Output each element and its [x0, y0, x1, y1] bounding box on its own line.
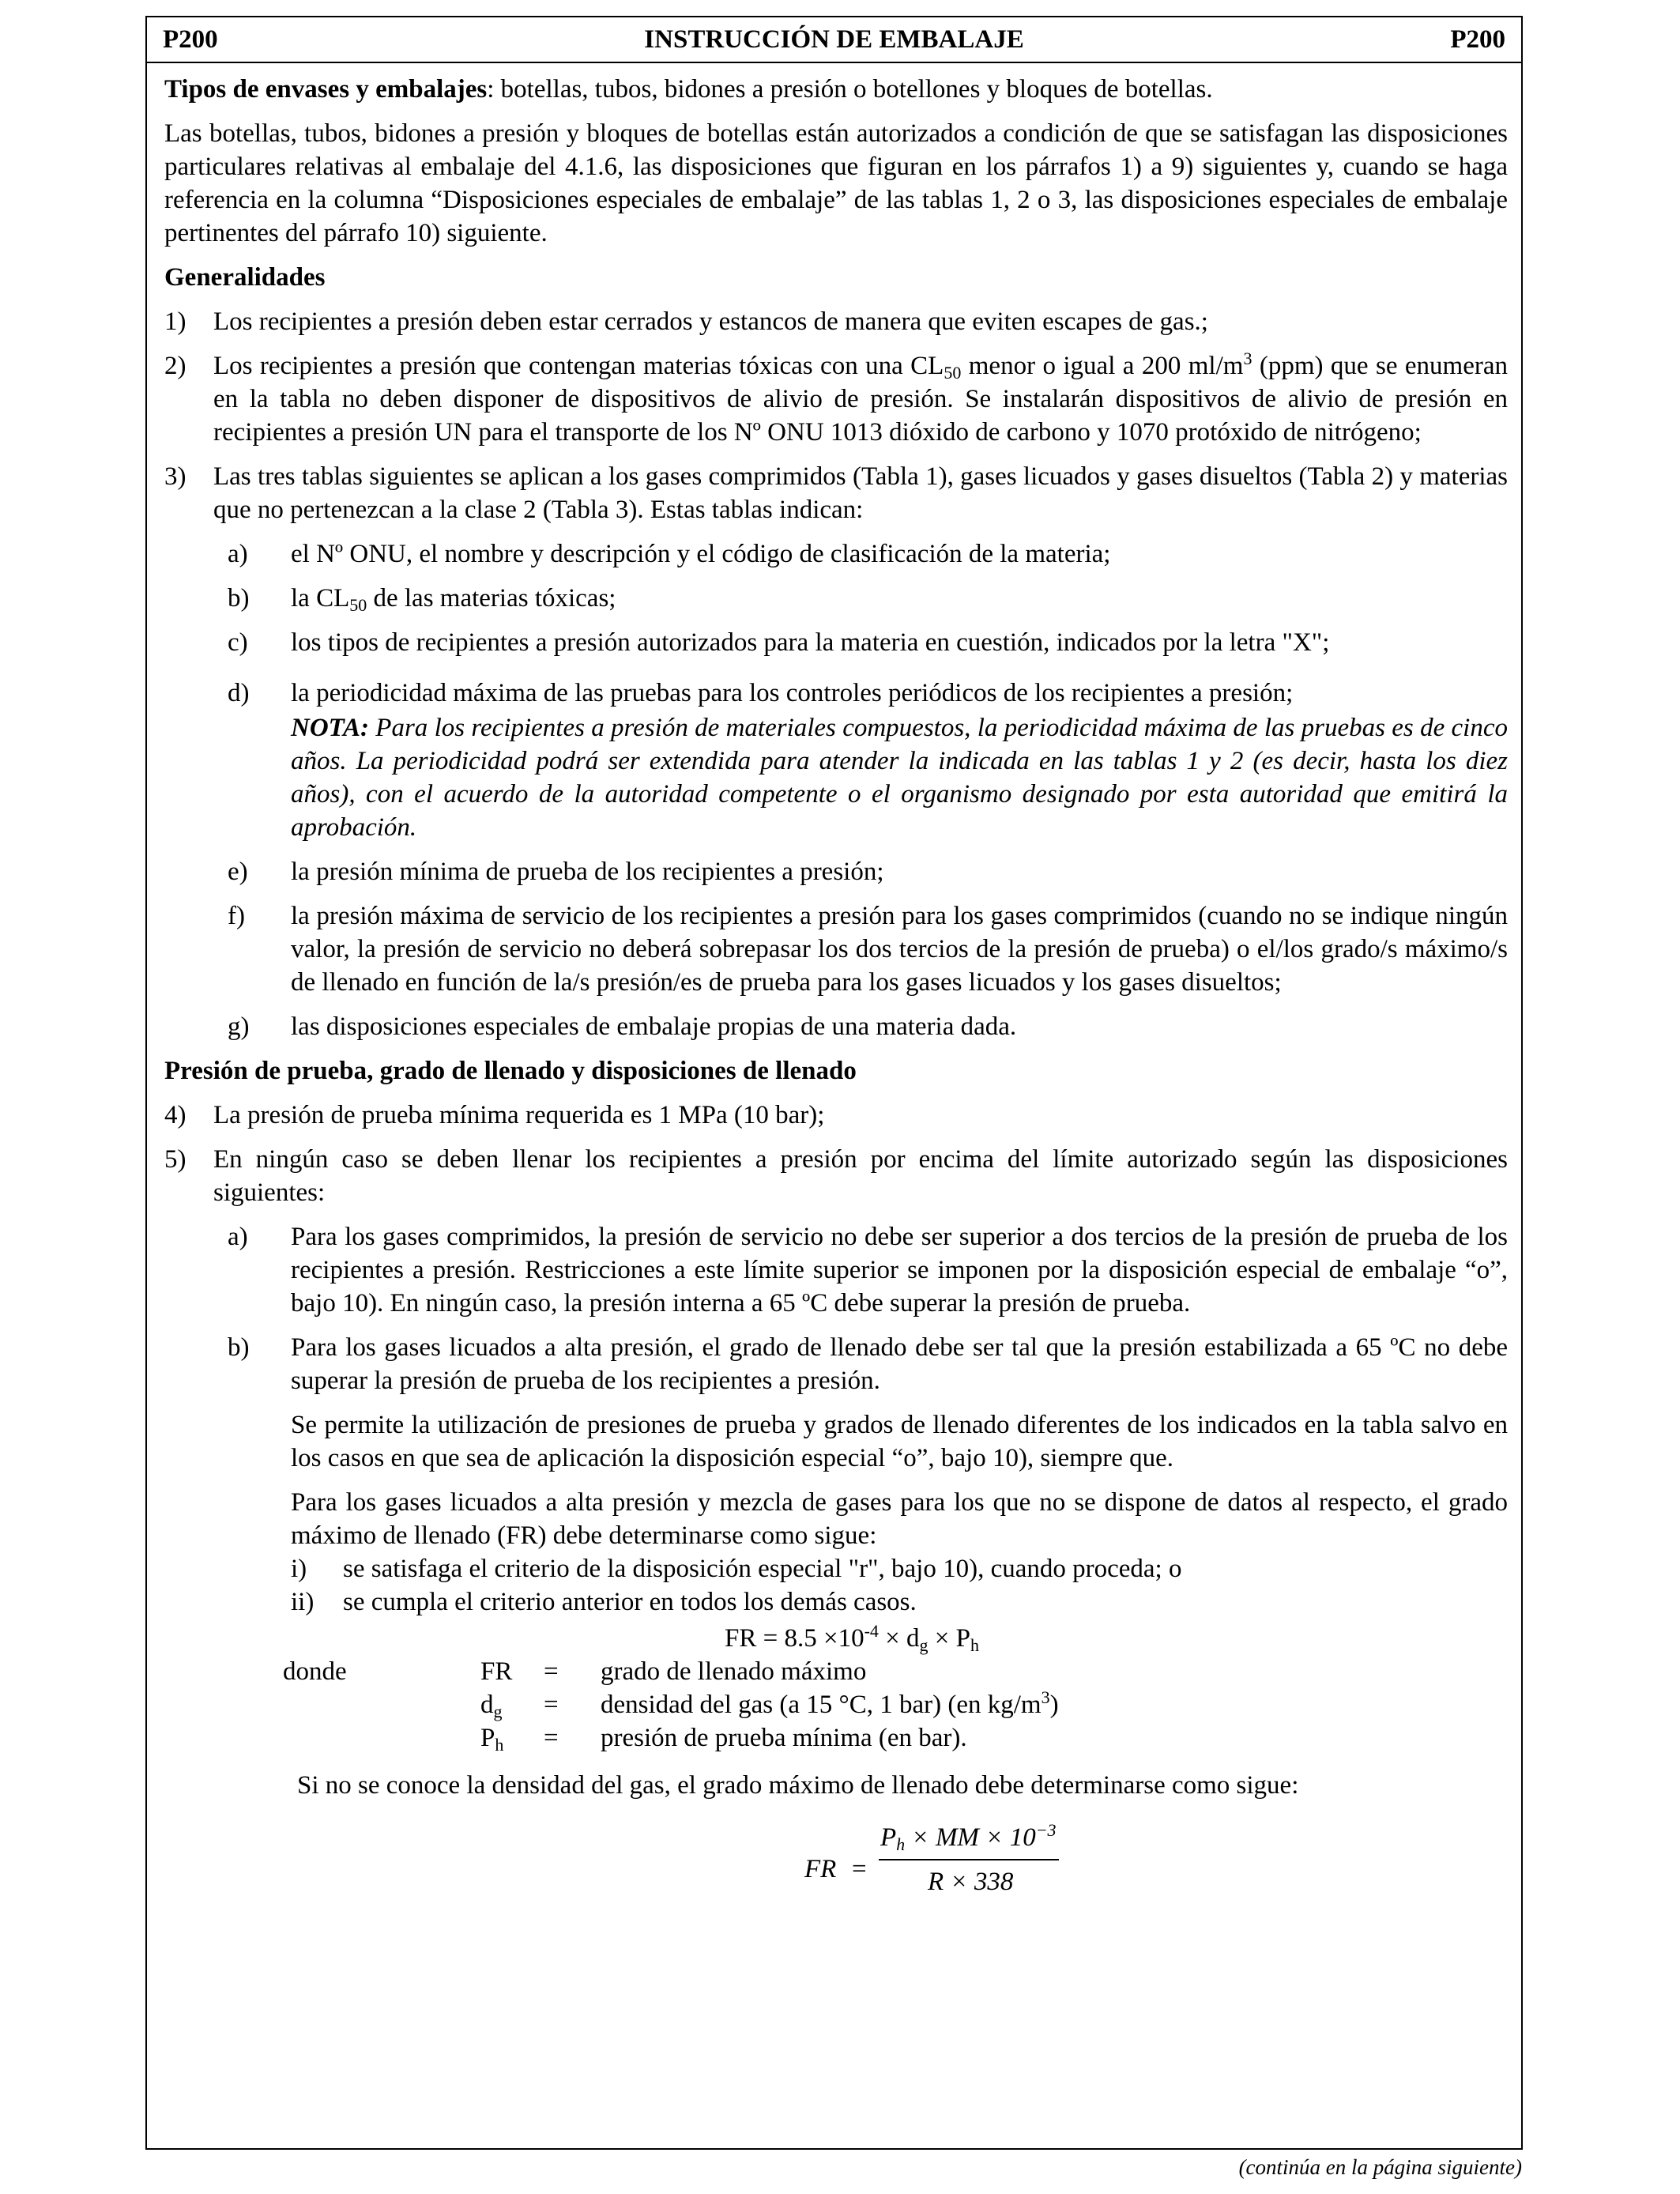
item-3-number: 3) [164, 462, 186, 491]
item-3g-letter: g) [228, 1012, 250, 1041]
item-3d-text: la periodicidad máxima de las pruebas para los controles periódicos de los recipientes a presión; [291, 679, 1294, 707]
header-code-left: P200 [163, 25, 218, 54]
item-2-number: 2) [164, 352, 186, 380]
def-donde: donde [283, 1657, 347, 1686]
item-3e [164, 855, 1508, 888]
item-5b-text: Para los gases licuados a alta presión, el grado de llenado debe ser tal que la presión estabilizada a 65 ºC no debe superar la presión de prueba de los recipientes a presión. [291, 1333, 1508, 1395]
instruction-body [164, 73, 1508, 1922]
def-fr-description: grado de llenado máximo [601, 1657, 867, 1686]
formula2-numerator: $P_h$ × MM × $10^{-3}$ [880, 1820, 1057, 1854]
item-2-sub: 50 [944, 363, 962, 383]
formula2-denominator: R × 338 [928, 1868, 1014, 1896]
def-ph-equals: = [544, 1724, 559, 1752]
item-3f [164, 899, 1508, 999]
item-3g [164, 1010, 1508, 1043]
item-3f-text: la presión máxima de servicio de los recipientes a presión para los gases comprimidos (cuando no se indique ningún valor, la presión de servicio no deberá sobrepasar los dos tercios de la presión de prueba) o el/los grado/s máximo/s de llenado en función de la/s presión/es de prueba para los gases licuados y los gases disueltos; [291, 902, 1508, 997]
item-5-number: 5) [164, 1145, 186, 1174]
generalidades-heading: Generalidades [164, 263, 326, 292]
header-code-right: P200 [1450, 25, 1505, 54]
presion-heading: Presión de prueba, grado de llenado y disposiciones de llenado [164, 1057, 857, 1085]
nota-text: Para los recipientes a presión de materiales compuestos, la periodicidad máxima de las pruebas es de cinco años. La periodicidad podrá ser extendida para atender la indicada en las tablas 1 y 2 (es decir, hasta los diez años), con el acuerdo de la autoridad competente o el organismo designado por esta autoridad que emitirá la aprobación. [291, 714, 1508, 842]
def-fr-symbol: FR [480, 1657, 513, 1686]
item-5b-ii-number: ii) [291, 1588, 315, 1616]
header-bar [147, 17, 1521, 63]
def-fr-equals: = [544, 1657, 559, 1686]
item-3e-letter: e) [228, 858, 248, 886]
def-dg-symbol: $d_g$ [480, 1691, 503, 1721]
item-4 [164, 1099, 1508, 1132]
page-title: INSTRUCCIÓN DE EMBALAJE [644, 25, 1024, 54]
formula-fr [164, 1622, 1508, 1655]
item-5b [164, 1331, 1508, 1397]
tipos-text: : botellas, tubos, bidones a presión o botellones y bloques de botellas. [487, 75, 1213, 104]
def-dg-equals: = [544, 1691, 559, 1719]
formula2-fraction-bar [879, 1859, 1059, 1860]
item-5a-letter: a) [228, 1223, 248, 1251]
item-5-text: En ningún caso se deben llenar los recipientes a presión por encima del límite autorizado según las disposiciones siguientes: [213, 1145, 1508, 1207]
item-5b-i-text: se satisfaga el criterio de la disposición especial "r", bajo 10), cuando proceda; o [343, 1555, 1182, 1583]
item-3b-text-a: la CL [291, 584, 350, 613]
formula-fr-unknown-density [164, 1821, 1508, 1922]
tipos-line [164, 73, 1508, 106]
formula-fr-sub2: h [970, 1635, 979, 1655]
item-3-text: Las tres tablas siguientes se aplican a los gases comprimidos (Tabla 1), gases licuados y gases disueltos (Tabla 2) y materias que no pertenezcan a la clase 2 (Tabla 3). Estas tablas indican: [213, 462, 1508, 524]
item-3e-text: la presión mínima de prueba de los recipientes a presión; [291, 858, 884, 886]
continuation-note: (continúa en la página siguiente) [1238, 2155, 1522, 2179]
item-3c [164, 626, 1508, 659]
item-1 [164, 305, 1508, 338]
item-5b-letter: b) [228, 1333, 250, 1362]
formula2-lhs: FR [804, 1855, 837, 1883]
item-2-text-b: menor o igual a 200 ml/m [961, 352, 1244, 380]
si-no-paragraph: Si no se conoce la densidad del gas, el grado máximo de llenado debe determinarse como sigue: [297, 1771, 1299, 1800]
item-3b-letter: b) [228, 584, 250, 613]
item-3d [164, 677, 1508, 710]
item-1-text: Los recipientes a presión deben estar cerrados y estancos de manera que eviten escapes de gas.; [213, 307, 1208, 336]
instruction-frame [145, 16, 1523, 2150]
item-5 [164, 1143, 1508, 1209]
item-3a-letter: a) [228, 540, 248, 568]
item-3f-letter: f) [228, 902, 245, 930]
def-dg-description: densidad del gas (a 15 °C, 1 bar) (en $kg/m^3$) [601, 1687, 1059, 1719]
formula-fr-exp: -4 [864, 1621, 879, 1641]
item-5b-i [164, 1552, 1508, 1585]
item-5b-ii-text: se cumpla el criterio anterior en todos los demás casos. [343, 1588, 917, 1616]
intro-paragraph: Las botellas, tubos, bidones a presión y bloques de botellas están autorizados a condición de que se satisfagan las disposiciones particulares relativas al embalaje del 4.1.6, las disposiciones que figuran en los párrafos 1) a 9) siguientes y, cuando se haga referencia en la columna “Disposiciones especiales de embalaje” de las tablas 1, 2 o 3, las disposiciones especiales de embalaje pertinentes del párrafo 10) siguiente. [164, 119, 1508, 247]
item-3b-sub: 50 [349, 595, 367, 615]
item-3a [164, 537, 1508, 571]
formula-fr-sub1: g [919, 1635, 929, 1655]
nota-label: NOTA: [291, 714, 369, 742]
formula-fr-mid2: × P [928, 1624, 970, 1653]
item-4-number: 4) [164, 1101, 186, 1129]
item-2 [164, 349, 1508, 449]
formula2-equals: = [852, 1855, 867, 1883]
formula-fr-lhs: FR = 8.5 ×10 [724, 1624, 864, 1653]
item-3c-letter: c) [228, 628, 248, 657]
item-2-text-a: Los recipientes a presión que contengan materias tóxicas con una CL [213, 352, 944, 380]
tipos-label: Tipos de envases y embalajes [164, 75, 488, 104]
item-3a-text: el Nº ONU, el nombre y descripción y el código de clasificación de la materia; [291, 540, 1111, 568]
item-3 [164, 460, 1508, 526]
item-2-text-c: (ppm) que se enumeran en la tabla no deben disponer de dispositivos de alivio de presión. Se instalarán dispositivos de alivio de presión en recipientes a presión UN para el transporte de los Nº ONU 1013 dióxido de carbono y 1070 protóxido de nitrógeno; [213, 352, 1508, 447]
def-ph-description: presión de prueba mínima (en bar). [601, 1724, 967, 1752]
item-2-sup: 3 [1243, 349, 1252, 368]
item-5b-paragraph-3: Para los gases licuados a alta presión y mezcla de gases para los que no se dispone de datos al respecto, el grado máximo de llenado (FR) debe determinarse como sigue: [291, 1488, 1508, 1550]
formula-definitions [164, 1655, 1508, 1755]
nota-paragraph [164, 711, 1508, 844]
formula-fr-mid1: × d [878, 1624, 920, 1653]
item-5b-paragraph-2: Se permite la utilización de presiones de prueba y grados de llenado diferentes de los indicados en la tabla salvo en los casos en que sea de aplicación la disposición especial “o”, bajo 10), siempre que. [291, 1411, 1508, 1472]
item-3d-letter: d) [228, 679, 250, 707]
item-5b-ii [164, 1585, 1508, 1619]
item-3g-text: las disposiciones especiales de embalaje propias de una materia dada. [291, 1012, 1017, 1041]
item-3b-text-b: de las materias tóxicas; [367, 584, 616, 613]
item-5a [164, 1220, 1508, 1320]
item-1-number: 1) [164, 307, 186, 336]
item-4-text: La presión de prueba mínima requerida es 1 MPa (10 bar); [213, 1101, 825, 1129]
item-3b [164, 582, 1508, 615]
def-ph-symbol: $P_h$ [480, 1724, 504, 1755]
item-5a-text: Para los gases comprimidos, la presión de servicio no debe ser superior a dos tercios de la presión de prueba de los recipientes a presión. Restricciones a este límite superior se imponen por la disposición especial de embalaje “o”, bajo 10). En ningún caso, la presión interna a 65 ºC debe superar la presión de prueba. [291, 1223, 1508, 1318]
item-5b-i-number: i) [291, 1555, 307, 1583]
item-3c-text: los tipos de recipientes a presión autorizados para la materia en cuestión, indicados por la letra "X"; [291, 628, 1330, 657]
